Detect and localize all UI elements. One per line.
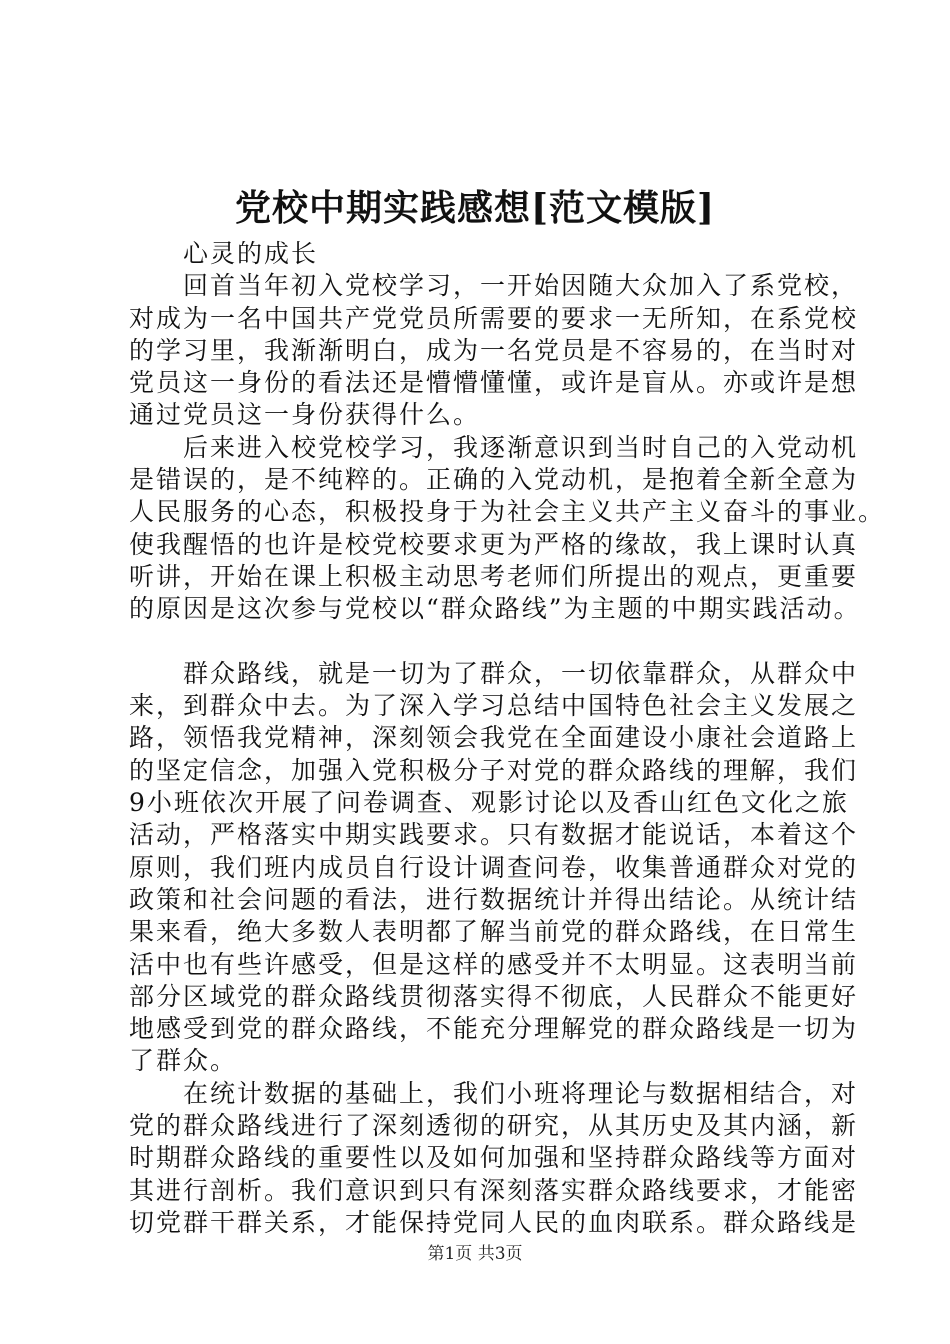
text-line: 党员这一身份的看法还是懵懵懂懂，或许是盲从。亦或许是想: [129, 368, 859, 398]
text-line: 9小班依次开展了问卷调查、观影讨论以及香山红色文化之旅: [129, 788, 849, 818]
text-line: 群众路线，就是一切为了群众，一切依靠群众，从群众中: [183, 658, 859, 688]
text-line: 是错误的，是不纯粹的。正确的入党动机，是抱着全新全意为: [129, 465, 859, 495]
document-title: 党校中期实践感想[范文模版]: [234, 187, 716, 229]
text-line: 时期群众路线的重要性以及如何加强和坚持群众路线等方面对: [129, 1143, 859, 1173]
text-line: 果来看，绝大多数人表明都了解当前党的群众路线，在日常生: [129, 917, 859, 947]
text-line: 使我醒悟的也许是校党校要求更为严格的缘故，我上课时认真: [129, 529, 859, 559]
page-footer: 第1页 共3页: [427, 1244, 523, 1264]
text-line: 地感受到党的群众路线，不能充分理解党的群众路线是一切为: [129, 1014, 859, 1044]
text-line: 其进行剖析。我们意识到只有深刻落实群众路线要求，才能密: [129, 1175, 859, 1205]
text-line: 活中也有些许感受，但是这样的感受并不太明显。这表明当前: [129, 949, 859, 979]
document-body: [129, 238, 886, 1239]
text-line: 切党群干群关系，才能保持党同人民的血肉联系。群众路线是: [129, 1207, 859, 1237]
text-line: 通过党员这一身份获得什么。: [129, 400, 481, 430]
text-line: 党的群众路线进行了深刻透彻的研究，从其历史及其内涵，新: [129, 1111, 859, 1141]
text-line: 了群众。: [129, 1046, 238, 1076]
text-line: 回首当年初入党校学习，一开始因随大众加入了系党校，: [183, 271, 859, 301]
text-line: 人民服务的心态，积极投身于为社会主义共产主义奋斗的事业。: [129, 497, 886, 527]
text-line: [129, 626, 829, 658]
text-line: 心灵的成长: [183, 239, 319, 268]
text-line: 后来进入校党校学习，我逐渐意识到当时自己的入党动机: [183, 432, 859, 462]
text-line: 原则，我们班内成员自行设计调查问卷，收集普通群众对党的: [129, 852, 859, 882]
text-line: 活动，严格落实中期实践要求。只有数据才能说话，本着这个: [129, 820, 859, 850]
text-line: 来，到群众中去。为了深入学习总结中国特色社会主义发展之: [129, 691, 859, 721]
text-line: 在统计数据的基础上，我们小班将理论与数据相结合，对: [183, 1078, 859, 1108]
text-line: 部分区域党的群众路线贯彻落实得不彻底，人民群众不能更好: [129, 981, 859, 1011]
text-line: 路，领悟我党精神，深刻领会我党在全面建设小康社会道路上: [129, 723, 859, 753]
text-line: 政策和社会问题的看法，进行数据统计并得出结论。从统计结: [129, 884, 859, 914]
text-line: 的学习里，我渐渐明白，成为一名党员是不容易的，在当时对: [129, 335, 859, 365]
text-line: 对成为一名中国共产党党员所需要的要求一无所知，在系党校: [129, 303, 859, 333]
text-line: 的原因是这次参与党校以“群众路线”为主题的中期实践活动。: [129, 594, 861, 624]
text-line: 听讲，开始在课上积极主动思考老师们所提出的观点，更重要: [129, 561, 859, 591]
text-line: 的坚定信念，加强入党积极分子对党的群众路线的理解，我们: [129, 755, 859, 785]
